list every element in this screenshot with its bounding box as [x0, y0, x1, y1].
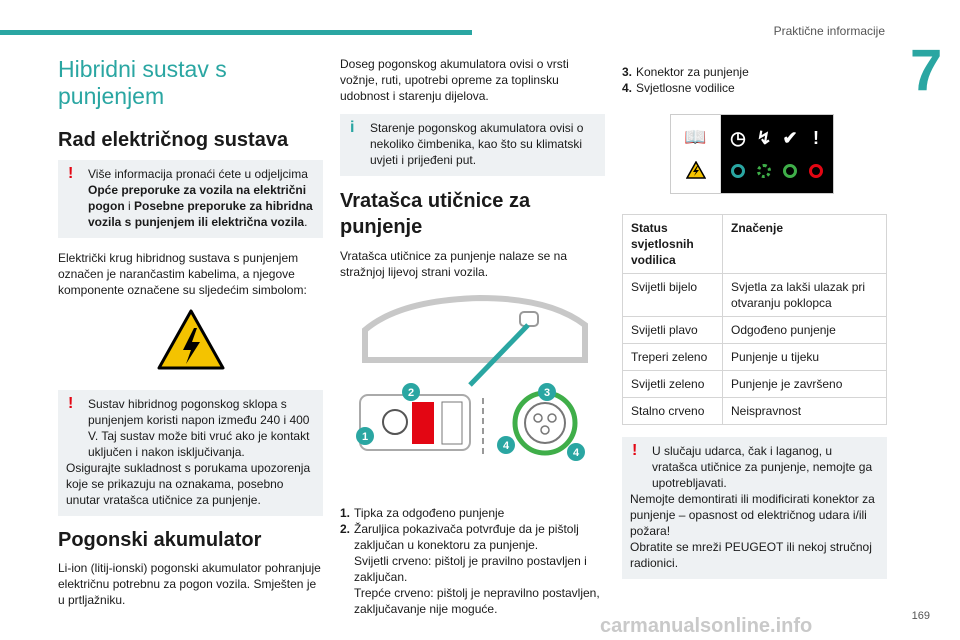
- manual-book-icon: 📖: [684, 127, 707, 147]
- warning-exclamation-icon: !: [68, 165, 74, 182]
- header-accent-bar: [0, 30, 472, 35]
- info-note-text: Starenje pogonskog akumulatora ovisi o nekoliko čimbenika, kao što su klimatski uvjeti i prijeđeni put.: [370, 121, 584, 167]
- paragraph-battery: Li-ion (litij-ionski) pogonski akumulator pohranjuje električnu potrebnu za pogon vozila. Smješten je u prtljažniku.: [58, 561, 321, 607]
- warning-exclamation-icon: !: [68, 395, 74, 412]
- blue-light-icon: [731, 164, 745, 178]
- flap-legend-list-continued: [622, 64, 887, 96]
- column-2: [340, 56, 605, 617]
- callout-1: [356, 427, 374, 445]
- section-title-battery: Pogonski akumulator: [58, 529, 262, 551]
- lightning-icon: ↯: [756, 128, 772, 148]
- table-header: Značenje: [723, 215, 887, 274]
- main-title: Hibridni sustav s punjenjem: [58, 56, 227, 109]
- clock-icon: ◷: [730, 128, 746, 148]
- chapter-number-text: 7: [910, 38, 943, 103]
- list-item-detail: Trepće crveno: pištolj je nepravilno postavljen, zaključavanje nije moguće.: [354, 586, 600, 616]
- warning-damage-text: U slučaju udarca, čak i laganog, u vratašca utičnice za punjenje, nemojte ga upotrebljavati.: [652, 444, 873, 490]
- svg-text:4: 4: [502, 440, 510, 452]
- table-header: Status svjetlosnih vodilica: [623, 215, 723, 274]
- checkmark-icon: ✔: [782, 128, 798, 148]
- warning-voltage-text: Sustav hibridnog pogonskog sklopa s punjenjem koristi napon između 240 i 400 V. Taj sustav može biti vruć ako je kontakt uključen i nakon isključivanja.: [88, 397, 310, 459]
- chapter-number: [902, 32, 960, 110]
- red-light-icon: [809, 164, 823, 178]
- callout-2: [402, 383, 420, 401]
- high-voltage-icon: [156, 308, 226, 372]
- list-item: 2. Žaruljica pokazivača potvrđuje da je pištolj zaključan u konektoru za punjenje. Svijetli crveno: pištolj je pravilno postavljen i zaključan. Trepće crveno: pištolj je nepravilno postavljen, zaključavanje nije moguće.: [340, 521, 605, 617]
- list-item: 1. Tipka za odgođeno punjenje: [340, 506, 505, 520]
- svg-text:2: 2: [407, 387, 415, 399]
- table-header-row: [623, 215, 887, 274]
- light-guide-panel: [670, 114, 834, 194]
- list-item-detail: Svijetli crveno: pištolj je pravilno postavljen i zaključan.: [354, 554, 587, 584]
- list-item: 3. Konektor za punjenje: [622, 65, 749, 79]
- table-row: Treperi zeleno Punjenje u tijeku: [623, 344, 887, 371]
- section-title-electric-system: Rad električnog sustava: [58, 129, 289, 151]
- voltage-warning-icon: [686, 161, 706, 179]
- svg-text:1: 1: [361, 431, 369, 443]
- exclamation-icon: !: [813, 128, 819, 148]
- info-icon: i: [350, 119, 355, 136]
- warning-note-damage: [622, 437, 887, 579]
- warning-note-text: Više informacija pronaći ćete u odjeljcima Opće preporuke za vozila na električni pogon i Posebne preporuke za hibridna vozila s punjenjem ili električna vozila.: [88, 167, 313, 229]
- svg-text:3: 3: [543, 387, 551, 399]
- info-note-aging: [340, 114, 605, 176]
- list-item: 4. Svjetlosne vodilice: [622, 81, 735, 95]
- charging-flap-illustration: [340, 290, 605, 495]
- column-1: [58, 56, 323, 618]
- paragraph-flap-location: Vratašca utičnice za punjenje nalaze se na stražnjoj lijevoj strani vozila.: [340, 249, 568, 279]
- panel-symbols: [671, 115, 721, 193]
- callout-4-right: [567, 443, 585, 461]
- warning-labels-text: Osigurajte sukladnost s porukama upozorenja koje se prikazuju na oznakama, posebno unutar vratašca utičnice za punjenje.: [66, 461, 311, 507]
- column-3: [622, 64, 887, 591]
- section-title-charging-flap: Vratašca utičnice za punjenje: [340, 190, 531, 238]
- paragraph-range: Doseg pogonskog akumulatora ovisi o vrsti vožnje, ruti, upotrebi opreme za toplinsku udobnost i starenju dijelova.: [340, 57, 569, 103]
- panel-indicators: [721, 115, 833, 193]
- table-row: Svijetli bijelo Svjetla za lakši ulazak pri otvaranju poklopca: [623, 274, 887, 317]
- watermark: carmanualsonline.info: [600, 615, 813, 637]
- green-blink-light-icon: [757, 164, 771, 178]
- warning-dismantle-text: Nemojte demontirati ili modificirati konektor za punjenje – opasnost od električnog udara i/ili požara!: [630, 492, 875, 538]
- page-number: 169: [911, 610, 930, 622]
- table-row: Svijetli zeleno Punjenje je završeno: [623, 371, 887, 398]
- svg-text:4: 4: [572, 447, 580, 459]
- warning-note-references: [58, 160, 323, 238]
- paragraph-circuit: Električki krug hibridnog sustava s punjenjem označen je narančastim kabelima, a njegove komponente označene su sljedećim simbolom:: [58, 251, 307, 297]
- green-light-icon: [783, 164, 797, 178]
- warning-note-voltage: [58, 390, 323, 516]
- panel-light-row: [725, 164, 829, 178]
- running-header: Praktične informacije: [773, 24, 885, 38]
- callout-4-left: [497, 436, 515, 454]
- table-row: Stalno crveno Neispravnost: [623, 398, 887, 425]
- light-status-table: [622, 214, 887, 425]
- warning-contact-text: Obratite se mreži PEUGEOT ili nekoj stručnoj radionici.: [630, 540, 872, 570]
- warning-exclamation-icon: !: [632, 442, 638, 459]
- table-row: Svijetli plavo Odgođeno punjenje: [623, 317, 887, 344]
- flap-legend-list: [340, 505, 605, 617]
- panel-symbol-row: [725, 130, 829, 146]
- callout-3: [538, 383, 556, 401]
